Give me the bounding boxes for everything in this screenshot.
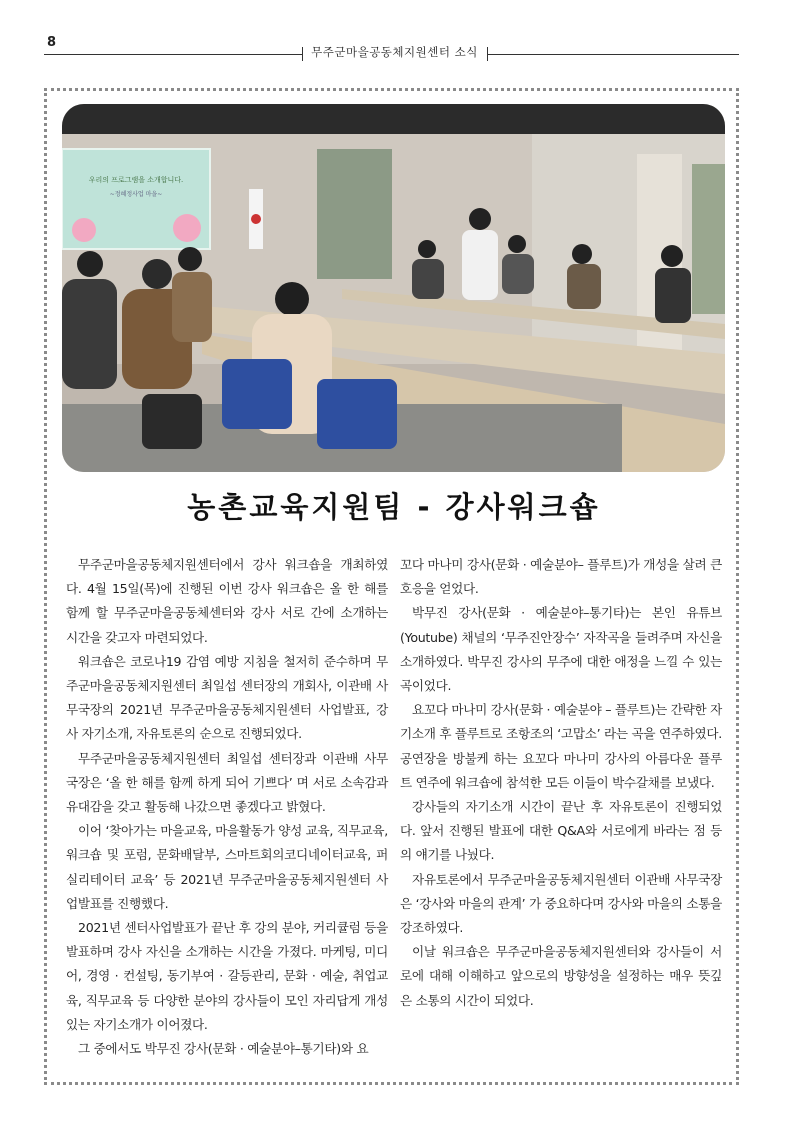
publication-title: 무주군마을공동체지원센터 소식 <box>311 45 478 59</box>
paragraph: 강사들의 자기소개 시간이 끝난 후 자유토론이 진행되었다. 앞서 진행된 발표에 대한 Q&A와 서로에게 바라는 점 등의 얘기를 나눴다. <box>400 799 722 863</box>
paragraph: 요꼬다 마나미 강사(문화 · 예술분야 – 플루트)는 간략한 자기소개 후 플루트로 조항조의 ‘고맙소’ 라는 곡을 연주하였다. 공연장을 방불케 하는 요꼬다 마나미 강사의 아름다운 플루트 연주에 워크숍에 참석한 모든 이들이 박수갈채를 보냈다. <box>400 702 722 790</box>
paragraph: 박무진 강사(문화 · 예술분야–통기타)는 본인 유튜브(Youtube) 채널의 ‘무주진안장수’ 자작곡을 들려주며 자신을 소개하였다. 박무진 강사의 무주에 대한 애정을 느낄 수 있는 곡이었다. <box>400 605 722 694</box>
right-column <box>400 553 722 1013</box>
paragraph: 꼬다 마나미 강사(문화 · 예술분야– 플루트)가 개성을 살려 큰 호응을 얻었다. <box>400 557 722 597</box>
header-rule-left <box>44 54 302 55</box>
screen-line2: ~정혜정사업 마을~ <box>109 191 163 198</box>
paragraph: 이어 ‘찾아가는 마을교육, 마을활동가 양성 교육, 직무교육, 워크숍 및 포럼, 문화배달부, 스마트회의코디네이터교육, 퍼실리테이터 교육’ 등 2021년 무주군마을공동체지원센터 사업발표를 진행했다. <box>66 823 388 911</box>
paragraph: 자유토론에서 무주군마을공동체지원센터 이관배 사무국장은 ‘강사와 마을의 관계’ 가 중요하다며 강사와 마을의 소통을 강조하였다. <box>400 871 722 936</box>
header-rule-right <box>487 54 739 55</box>
paragraph: 무주군마을공동체지원센터에서 강사 워크숍을 개최하였다. 4월 15일(목)에 진행된 이번 강사 워크숍은 올 한 해를 함께 할 무주군마을공동체센터와 강사 서로 간에 소개하는 시간을 갖고자 마련되었다. <box>66 557 388 645</box>
paragraph: 워크숍은 코로나19 감염 예방 지침을 철저히 준수하며 무주군마을공동체지원센터 최일섭 센터장의 개회사, 이관배 사무국장의 2021년 무주군마을공동체지원센터 사업발표, 강사 자기소개, 자유토론의 순으로 진행되었다. <box>66 653 388 742</box>
article-title: 농촌교육지원팀 - 강사워크숍 <box>187 490 601 524</box>
paragraph: 무주군마을공동체지원센터 최일섭 센터장과 이관배 사무국장은 ‘올 한 해를 함께 하게 되어 기쁘다’ 며 서로 소속감과 유대감을 갖고 활동해 나갔으면 좋겠다고 밝혔다. <box>66 750 388 815</box>
workshop-photo <box>62 104 725 472</box>
left-column <box>66 553 388 1061</box>
paragraph: 이날 워크숍은 무주군마을공동체지원센터와 강사들이 서로에 대해 이해하고 앞으로의 방향성을 설정하는 매우 뜻깊은 소통의 시간이 되었다. <box>400 944 722 1008</box>
paragraph: 그 중에서도 박무진 강사(문화 · 예술분야–통기타)와 요 <box>78 1041 369 1057</box>
screen-line1: 우리의 프로그램을 소개합니다. <box>88 176 184 184</box>
page-number: 8 <box>47 35 57 50</box>
paragraph: 2021년 센터사업발표가 끝난 후 강의 분야, 커리큘럼 등을 발표하며 강사 자신을 소개하는 시간을 가졌다. 마케팅, 미디어, 경영 · 컨설팅, 동기부여 · 갈등관리, 문화 · 예술, 취업교육, 직무교육 등 다양한 분야의 강사들이 모인 자리답게 개성 있는 자기소개가 이어졌다. <box>66 920 388 1032</box>
